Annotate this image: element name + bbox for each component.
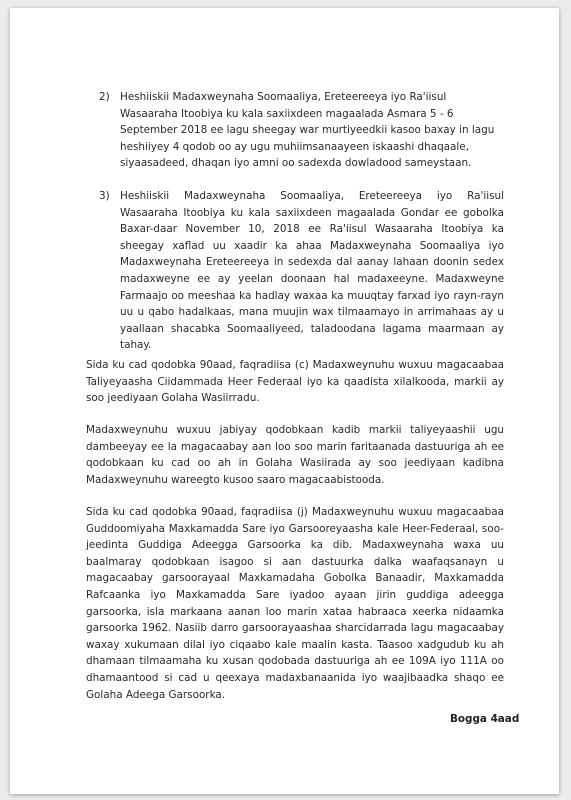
list-item xyxy=(99,188,504,354)
list-number: 3) xyxy=(99,189,110,202)
paragraph: Madaxweynuhu wuxuu jabiyay qodobkaan kadib markii taliyeyaashii ugu dambeeyay ee la magacaabay aan loo soo marin faritaanada dastuuriga ah ee qodobkaan ku cad oo ah in Golaha Wasiirada ay soo jeediyaan kadibna Madaxweynuhu wareegto kusoo saaro magacaabistooda. xyxy=(86,424,504,486)
document-page xyxy=(10,8,559,794)
list-number: 2) xyxy=(99,91,110,103)
paragraph: Sida ku cad qodobka 90aad, faqradiisa (c) Madaxweynuhu wuxuu magacaabaa Taliyeyaasha Ciidammada Heer Federaal iyo ka qaadista xilalkooda, markii ay soo jeediyaan Golaha Wasiirradu. xyxy=(86,359,504,405)
paragraph: Sida ku cad qodobka 90aad, faqradiisa (j) Madaxweynuhu wuxuu magacaabaa Guddoomiyaha Maxkamadda Sare iyo Garsooreyaasha kale Heer-Federaal, soo-jeedinta Guddiga Adeegga Garsoorka ka dib. Madaxweynaha waxa uu baalmaray qodobkaan isagoo si aan dastuurka dalka waafaqsanayn u magacaabay garsoorayaal Maxkamadaha Gobolka Banaadir, Maxkamadda Rafcaanka iyo Maxkamadda Sare iyadoo ayaan jirin guddiga adeegga garsoorka, isla markaana aanan loo marin xataa habraaca xeerka nidaamka garsoorka 1962. Nasiib darro garsoorayaashaa sharcidarrada lagu magacaabay waxay xukumaan dilal iyo ciqaabo kale maalin kasta. Taasoo xadgudub ku ah dhamaan tilmaamaha ku xusan qodobada dastuuriga ah ee 109A iyo 111A oo dhamaantood si cad u qeexaya madaxbanaanida iyo waajibaadka shaqo ee Golaha Adeega Garsoorka. xyxy=(86,506,504,701)
list-text: Heshiiskii Madaxweynaha Soomaaliya, Ereteereeya iyo Ra'iisul Wasaaraha Itoobiya ku kala saxiixdeen magaalada Gondar ee gobolka Baxar-daar November 10, 2018 ee Ra'iisul Wasaaraha Itoobiya ka sheegay xaflad uu xaadir ka ahaa Madaxweynaha Soomaaliya iyo Madaxweynaha Ereteereeya in sedexda dal aanay lahaan doonin sedex madaxweyne ee ay yeelan doonaan hal madaxeeyne. Madaxweyne Farmaajo oo meeshaa ka hadlay waxaa ka muuqtay farxad iyo rayn-rayn uu u qabo hadalkaas, mana muujin wax tilmaamayo in arrimahaas ay u yaallaan shacabka Soomaaliyeed, taladoodana lagama maarmaan ay tahay. xyxy=(120,189,504,352)
numbered-list xyxy=(99,89,504,370)
list-item xyxy=(99,89,504,172)
page-number: Bogga 4aad xyxy=(450,713,520,725)
list-text: Heshiiskii Madaxweynaha Soomaaliya, Ereteereeya iyo Ra'iisul Wasaaraha Itoobiya ku kala saxiixdeen magaalada Asmara 5 - 6 September 2018 ee lagu sheegay war murtiyeedkii kasoo baxay in lagu heshiiyey 4 qodob oo ay ugu muhiimsanaayeen iskaashi dhaqaale, siyaasadeed, dhaqan iyo amni oo sadexda dowladood sameystaan. xyxy=(120,91,495,170)
